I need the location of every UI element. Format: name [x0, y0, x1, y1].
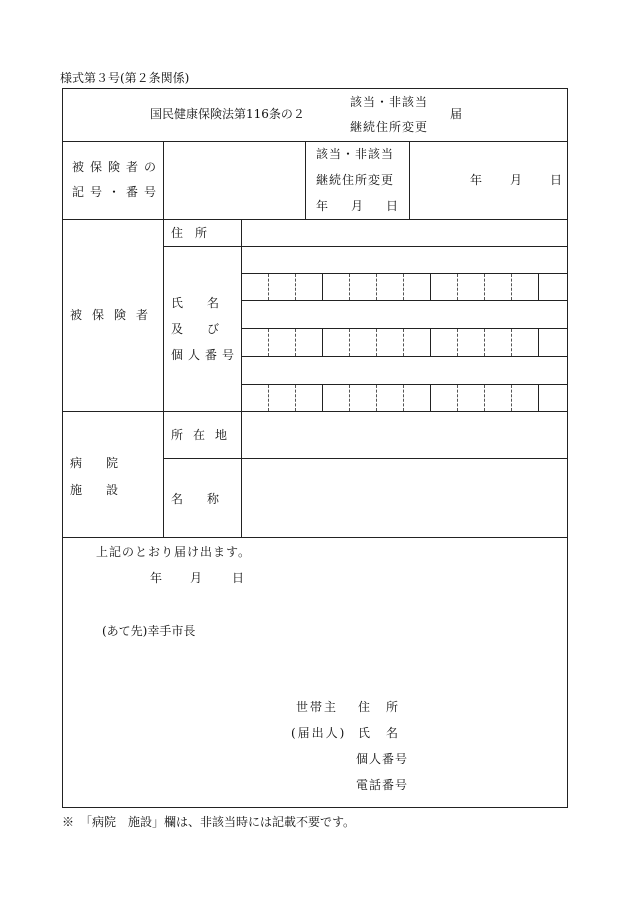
date-year: 年 — [470, 173, 483, 187]
insured-address-label: 住 所 — [171, 226, 208, 240]
declaration-day: 日 — [232, 571, 245, 585]
date-day: 日 — [550, 173, 563, 187]
rule-hospital-bottom — [63, 537, 567, 538]
form-title: 国民健康保険法第116条の２ — [150, 107, 305, 121]
hospital-location-field[interactable] — [242, 412, 566, 458]
insured-name-field[interactable] — [242, 357, 566, 384]
insured-name-label: 及 び — [171, 322, 220, 336]
form-number: 様式第３号(第２条関係) — [60, 71, 190, 85]
hospital-location-label: 所在地 — [171, 428, 238, 442]
applicant-phone-label: 電話番号 — [356, 778, 409, 792]
insured-id-value[interactable] — [164, 142, 305, 219]
rule-status-right — [409, 142, 410, 219]
reporter-label: (届出人) — [291, 726, 347, 740]
addressee: (あて先)幸手市長 — [102, 624, 196, 638]
insured-address-field[interactable] — [242, 220, 566, 246]
applicant-name-label: 氏 名 — [358, 726, 401, 740]
title-option-change: 継続住所変更 — [350, 120, 429, 134]
rule-title-bottom — [63, 141, 567, 142]
status-option-change: 継続住所変更 — [316, 173, 395, 187]
rule-section-label-right — [163, 220, 164, 537]
declaration-statement: 上記のとおり届け出ます。 — [96, 545, 252, 559]
applicant-personal-number-label: 個人番号 — [356, 752, 409, 766]
footnote: ※ 「病院 施設」欄は、非該当時には記載不要です。 — [62, 815, 356, 829]
insured-id-label: 記号・番号 — [72, 185, 163, 199]
rule-id-value-right — [305, 142, 306, 219]
declaration-year: 年 — [150, 571, 163, 585]
status-option-applicable: 該当・非該当 — [316, 147, 395, 161]
household-head-label: 世帯主 — [296, 700, 339, 714]
insured-name-label: 個人番号 — [171, 348, 240, 362]
hospital-section-label: 病 院 — [70, 456, 119, 470]
status-day: 日 — [386, 199, 399, 213]
title-suffix: 届 — [450, 107, 463, 121]
insured-name-field[interactable] — [242, 247, 566, 273]
personal-number-field[interactable] — [242, 385, 566, 411]
hospital-name-field[interactable] — [242, 459, 566, 537]
insured-id-label: 被保険者の — [72, 160, 163, 174]
status-year: 年 — [316, 199, 329, 213]
personal-number-field[interactable] — [242, 329, 566, 356]
personal-number-field[interactable] — [242, 274, 566, 300]
insured-section-label: 被保険者 — [70, 308, 159, 322]
insured-name-label: 氏 名 — [171, 296, 220, 310]
hospital-section-label: 施 設 — [70, 483, 119, 497]
date-month: 月 — [510, 173, 523, 187]
status-month: 月 — [351, 199, 364, 213]
title-option-applicable: 該当・非該当 — [350, 95, 429, 109]
insured-name-field[interactable] — [242, 301, 566, 328]
hospital-name-label: 名 称 — [171, 492, 220, 506]
declaration-month: 月 — [190, 571, 203, 585]
applicant-address-label: 住 所 — [358, 700, 401, 714]
